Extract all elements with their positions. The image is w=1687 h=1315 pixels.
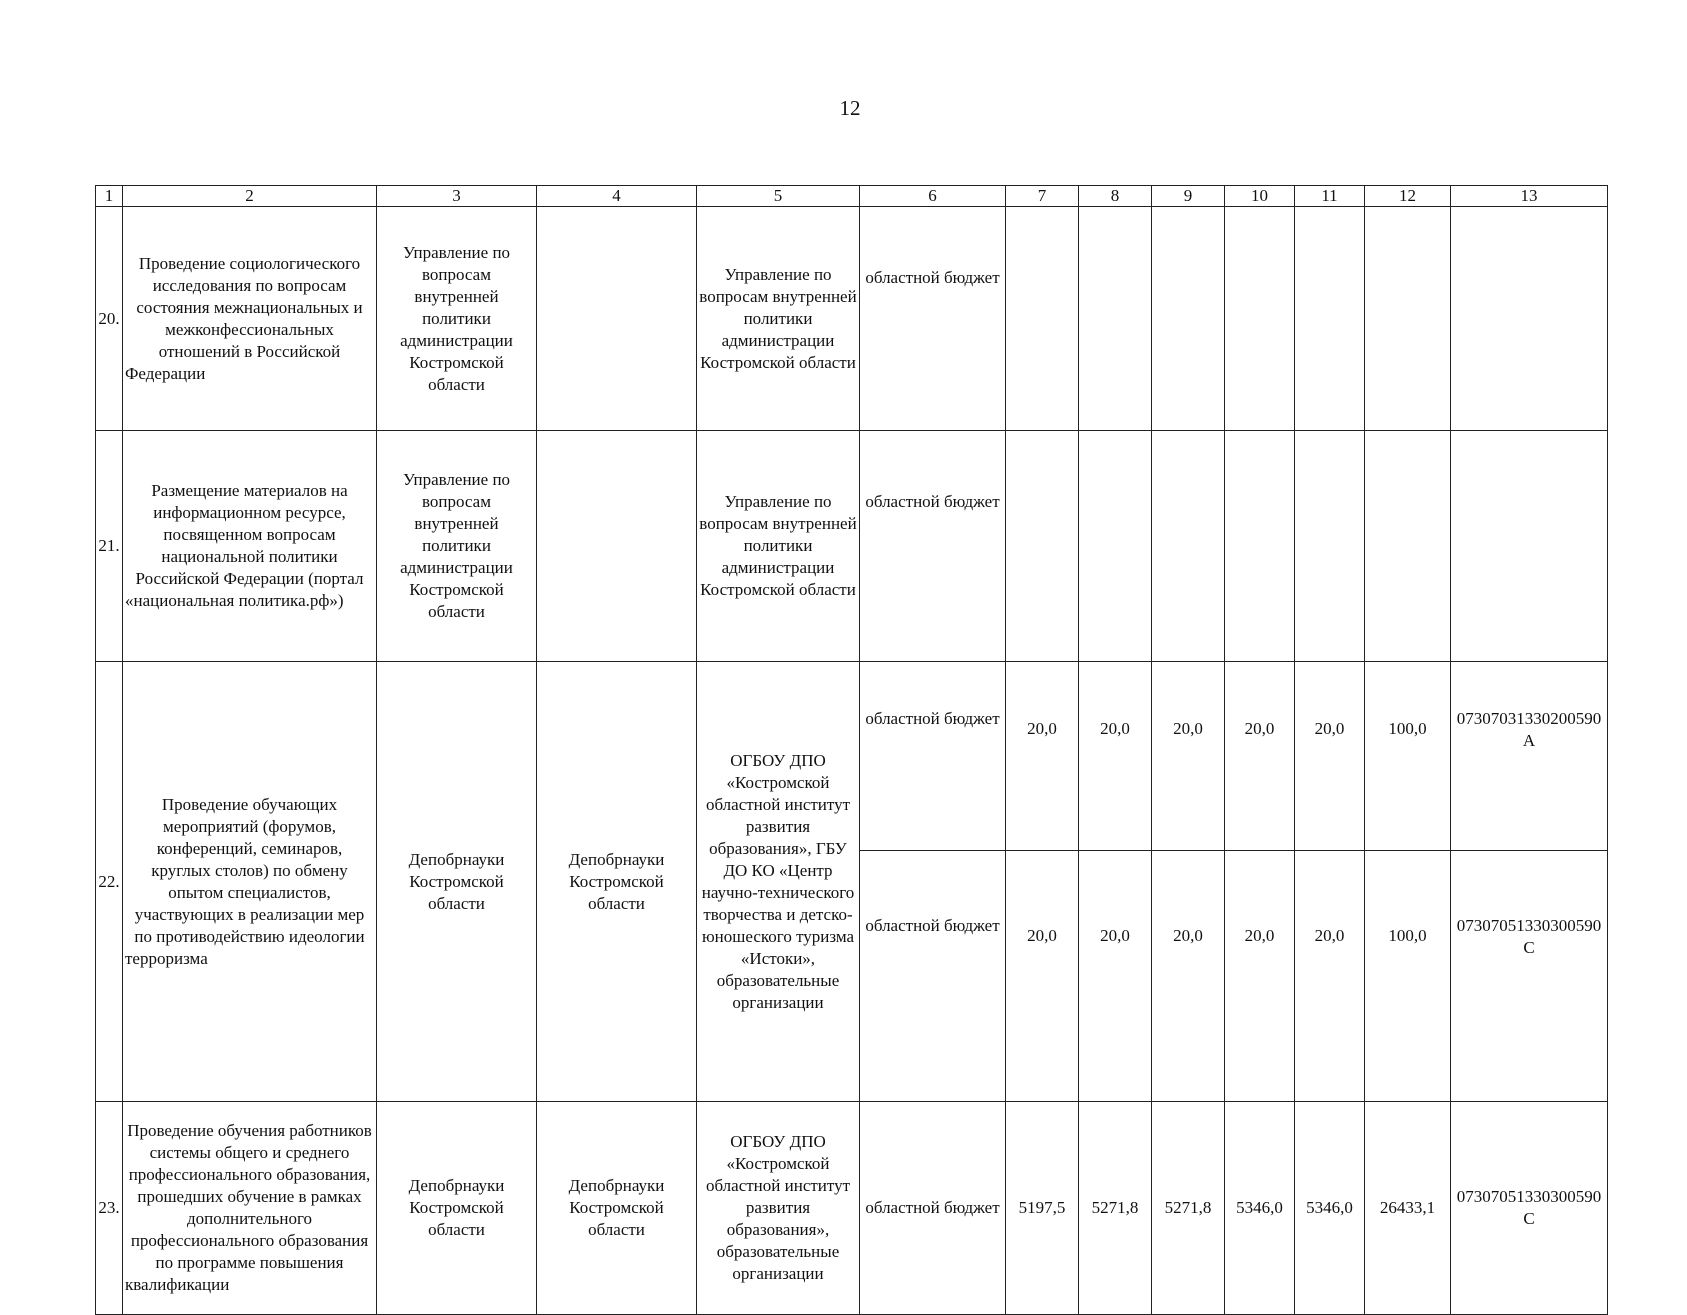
row-number: 23.: [96, 1102, 123, 1315]
value-cell: [1006, 207, 1079, 431]
value-cell: [1295, 207, 1365, 431]
column-header: 7: [1006, 186, 1079, 207]
value-cell: 20,0: [1152, 851, 1225, 1102]
total-cell: 100,0: [1365, 851, 1451, 1102]
budget-code-line: 07307051330300590: [1456, 1187, 1602, 1206]
budget-code: [1451, 1102, 1608, 1315]
value-cell: 20,0: [1295, 662, 1365, 851]
participants: ОГБОУ ДПО «Костромской областной институт развития образования», образовательные организации: [697, 1102, 860, 1315]
value-cell: 5271,8: [1152, 1102, 1225, 1315]
participants: Управление по вопросам внутренней политики администрации Костромской области: [697, 431, 860, 662]
table-row: [96, 431, 1608, 662]
budget-code-suffix: С: [1523, 1209, 1535, 1228]
funding-source: областной бюджет: [860, 431, 1006, 662]
value-cell: [1006, 431, 1079, 662]
value-cell: 5271,8: [1079, 1102, 1152, 1315]
budget-table: [95, 185, 1608, 1315]
row-number: 22.: [96, 662, 123, 1102]
value-cell: 5346,0: [1295, 1102, 1365, 1315]
column-header: 1: [96, 186, 123, 207]
row-number: 21.: [96, 431, 123, 662]
total-cell: 100,0: [1365, 662, 1451, 851]
value-cell: 20,0: [1225, 662, 1295, 851]
budget-code: [1451, 207, 1608, 431]
column-header: 6: [860, 186, 1006, 207]
row-number: 20.: [96, 207, 123, 431]
responsible-executor: Управление по вопросам внутренней политики администрации Костромской области: [377, 431, 537, 662]
value-cell: 20,0: [1152, 662, 1225, 851]
page-number: 12: [839, 96, 861, 120]
column-header: 11: [1295, 186, 1365, 207]
coexecutor: Депобрнауки Костромской области: [537, 1102, 697, 1315]
value-cell: 20,0: [1006, 662, 1079, 851]
total-cell: [1365, 207, 1451, 431]
column-header: 2: [123, 186, 377, 207]
total-cell: 26433,1: [1365, 1102, 1451, 1315]
budget-code-line: 07307051330300590: [1456, 916, 1602, 935]
value-cell: [1079, 431, 1152, 662]
budget-code: [1451, 431, 1608, 662]
table-row: [96, 1102, 1608, 1315]
value-cell: [1295, 431, 1365, 662]
funding-source: областной бюджет: [860, 207, 1006, 431]
measure-description: Проведение обучения работников системы общего и среднего профессионального образования, прошедших обучение в рамках дополнительного профессионального образования по программе повышения квалификации: [123, 1102, 377, 1315]
value-cell: [1152, 431, 1225, 662]
measure-description: Размещение материалов на информационном ресурсе, посвященном вопросам национальной политики Российской Федерации (портал «национальная политика.рф»): [123, 431, 377, 662]
responsible-executor: Депобрнауки Костромской области: [377, 662, 537, 1102]
value-cell: 20,0: [1006, 851, 1079, 1102]
funding-source: областной бюджет: [860, 851, 1006, 1102]
responsible-executor: Управление по вопросам внутренней политики администрации Костромской области: [377, 207, 537, 431]
column-header: 4: [537, 186, 697, 207]
column-header: 12: [1365, 186, 1451, 207]
coexecutor: Депобрнауки Костромской области: [537, 662, 697, 1102]
funding-source: областной бюджет: [860, 1102, 1006, 1315]
column-header: 8: [1079, 186, 1152, 207]
responsible-executor: Депобрнауки Костромской области: [377, 1102, 537, 1315]
column-header: 10: [1225, 186, 1295, 207]
header-row: [96, 186, 1608, 207]
value-cell: 5197,5: [1006, 1102, 1079, 1315]
value-cell: 20,0: [1225, 851, 1295, 1102]
participants: Управление по вопросам внутренней политики администрации Костромской области: [697, 207, 860, 431]
budget-code-suffix: С: [1523, 938, 1535, 957]
value-cell: 20,0: [1295, 851, 1365, 1102]
budget-code: [1451, 851, 1608, 1102]
table-row: [96, 207, 1608, 431]
coexecutor: [537, 207, 697, 431]
total-cell: [1365, 431, 1451, 662]
value-cell: 20,0: [1079, 662, 1152, 851]
table-row: [96, 662, 1608, 851]
column-header: 13: [1451, 186, 1608, 207]
value-cell: 20,0: [1079, 851, 1152, 1102]
column-header: 9: [1152, 186, 1225, 207]
value-cell: [1225, 207, 1295, 431]
funding-source: областной бюджет: [860, 662, 1006, 851]
budget-code-line: 07307031330200590: [1456, 709, 1602, 728]
participants: ОГБОУ ДПО «Костромской областной институт развития образования», ГБУ ДО КО «Центр научно-технического творчества и детско-юношеского туризма «Истоки», образовательные организации: [697, 662, 860, 1102]
column-header: 5: [697, 186, 860, 207]
value-cell: 5346,0: [1225, 1102, 1295, 1315]
budget-code: [1451, 662, 1608, 851]
column-header: 3: [377, 186, 537, 207]
measure-description: Проведение обучающих мероприятий (форумов, конференций, семинаров, круглых столов) по обмену опытом специалистов, участвующих в реализации мер по противодействию идеологии терроризма: [123, 662, 377, 1102]
value-cell: [1225, 431, 1295, 662]
coexecutor: [537, 431, 697, 662]
measure-description: Проведение социологического исследования по вопросам состояния межнациональных и межконфессиональных отношений в Российской Федерации: [123, 207, 377, 431]
value-cell: [1152, 207, 1225, 431]
value-cell: [1079, 207, 1152, 431]
budget-code-suffix: А: [1522, 731, 1536, 750]
